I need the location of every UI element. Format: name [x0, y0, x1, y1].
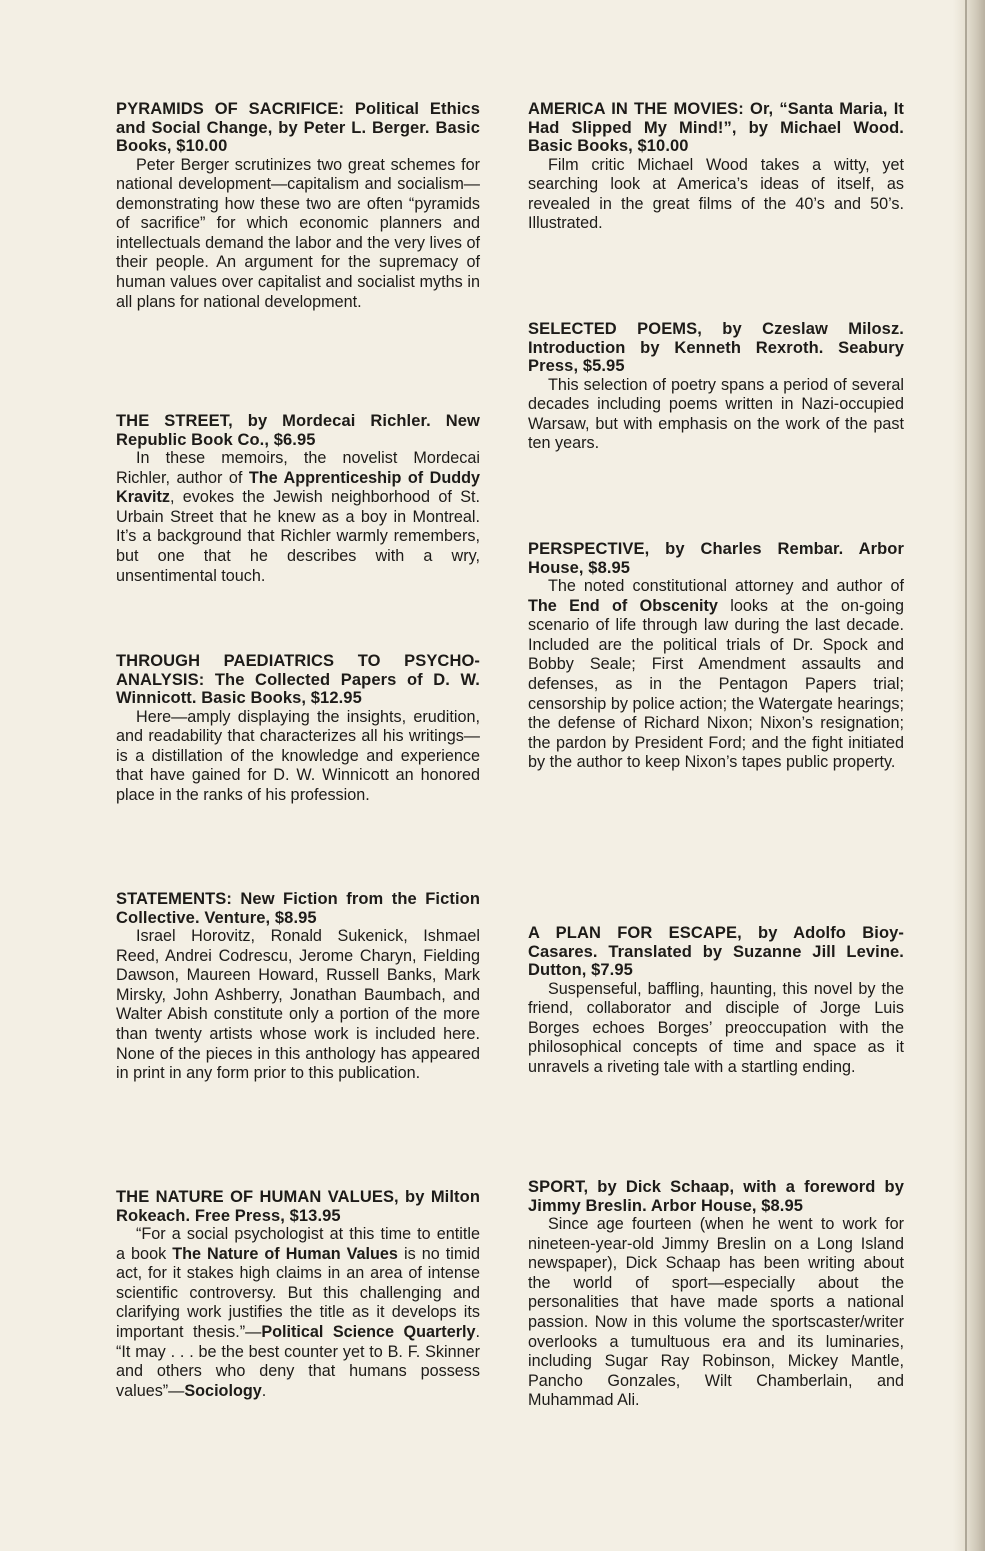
book-entry-a-plan-for-escape [528, 924, 904, 1077]
book-entry-sport [528, 1178, 904, 1411]
description-text: , evokes the Jewish neighborhood of St. Urbain Street that he knew as a boy in Montreal. It’s a background that Richler warmly remembers, but one that he describes with a wry, unsentimental touch. [116, 488, 480, 585]
book-description: Since age fourteen (when he went to work for nineteen-year-old Jimmy Breslin on a Long Island newspaper), Dick Schaap has been writing about the world of sport—especially about the personalities that have made sports a national passion. Now in this volume the sportscaster/writer overlooks a tumultuous era and its luminaries, including Sugar Ray Robinson, Mickey Mantle, Pancho Gonzales, Wilt Chamberlain, and Muhammad Ali. [528, 1215, 904, 1410]
book-title-reference: The End of Obscenity [528, 596, 718, 615]
book-heading: PYRAMIDS OF SACRIFICE: Political Ethics and Social Change, by Peter L. Berger. Basic Books, $10.00 [116, 100, 480, 155]
book-description: Israel Horovitz, Ronald Sukenick, Ishmael Reed, Andrei Codrescu, Jerome Charyn, Fielding Dawson, Maureen Howard, Russell Banks, Mark Mirsky, John Ashberry, Jonathan Baumbach, and Walter Abish constitute only a portion of the more than twenty artists whose work is included here. None of the pieces in this anthology has appeared in print in any form prior to this publication. [116, 927, 480, 1083]
page-edge-shadow [953, 0, 985, 1551]
book-heading: THE NATURE OF HUMAN VALUES, by Milton Rokeach. Free Press, $13.95 [116, 1188, 480, 1225]
description-text: . [261, 1381, 267, 1400]
book-description: Suspenseful, baffling, haunting, this novel by the friend, collaborator and disciple of Jorge Luis Borges echoes Borges’ preoccupation with the philosophical concepts of time and space as it unravels a riveting tale with a startling ending. [528, 979, 904, 1076]
description-text: . “It may . . . be the best counter yet to B. F. Skinner and others who deny that humans possess values”— [116, 1322, 480, 1400]
description-text: The noted constitutional attorney and author of [548, 577, 904, 595]
book-description: Here—amply displaying the insights, erudition, and readability that characterizes all his writings—is a distillation of the knowledge and experience that have gained for D. W. Winnicott an honored place in the ranks of his profession. [116, 707, 480, 804]
description-text: In these memoirs, the novelist Mordecai Richler, author of [116, 449, 480, 487]
book-entry-america-in-the-movies [528, 100, 904, 234]
source-reference: Sociology [184, 1381, 262, 1400]
source-reference: Political Science Quarterly [261, 1322, 476, 1341]
description-text: looks at the on-going scenario of life through law during the last decade. Included are the political trials of Dr. Spock and Bobby Seale; First Amendment assaults and defenses, as in the Pentagon Papers trial; censorship by police action; the Watergate hearings; the defense of Richard Nixon; Nixon’s resignation; the pardon by President Ford; and the fight initiated by the author to keep Nixon’s tapes public property. [528, 596, 904, 772]
book-description: This selection of poetry spans a period of several decades including poems written in Nazi-occupied Warsaw, but with emphasis on the work of the past ten years. [528, 375, 904, 453]
book-heading: THE STREET, by Mordecai Richler. New Republic Book Co., $6.95 [116, 412, 480, 449]
description-text: is no timid act, for it stakes high claims in an area of intense scientific controversy. But this challenging and clarifying work justifies the title as it develops its important thesis.”— [116, 1244, 480, 1341]
book-heading: SELECTED POEMS, by Czeslaw Milosz. Introduction by Kenneth Rexroth. Seabury Press, $5.95 [528, 320, 904, 375]
book-description [528, 577, 904, 773]
book-title-reference: The Apprenticeship of Duddy Kravitz [116, 468, 480, 507]
book-heading: SPORT, by Dick Schaap, with a foreword by Jimmy Breslin. Arbor House, $8.95 [528, 1178, 904, 1215]
book-heading: PERSPECTIVE, by Charles Rembar. Arbor House, $8.95 [528, 540, 904, 577]
book-heading: A PLAN FOR ESCAPE, by Adolfo Bioy-Casares. Translated by Suzanne Jill Levine. Dutton, $7.95 [528, 924, 904, 979]
book-description: Peter Berger scrutinizes two great schemes for national development—capitalism and socialism—demonstrating how these two are often “pyramids of sacrifice” for which economic planners and intellectuals demand the labor and the very lives of their people. An argument for the supremacy of human values over capitalist and socialist myths in all plans for national development. [116, 155, 480, 311]
book-heading: THROUGH PAEDIATRICS TO PSYCHO-ANALYSIS: The Collected Papers of D. W. Winnicott. Basic Books, $12.95 [116, 652, 480, 707]
description-text: “For a social psychologist at this time to entitle a book [116, 1225, 480, 1263]
book-title-reference: The Nature of Human Values [172, 1244, 398, 1263]
book-entry-perspective [528, 540, 904, 773]
book-heading: STATEMENTS: New Fiction from the Fiction Collective. Venture, $8.95 [116, 890, 480, 927]
book-entry-pyramids-of-sacrifice [116, 100, 480, 312]
book-entry-selected-poems [528, 320, 904, 454]
book-heading: AMERICA IN THE MOVIES: Or, “Santa Maria, It Had Slipped My Mind!”, by Michael Wood. Basic Books, $10.00 [528, 100, 904, 155]
book-entry-through-paediatrics [116, 652, 480, 805]
book-description: Film critic Michael Wood takes a witty, yet searching look at America’s ideas of itself, as revealed in the great films of the 40’s and 50’s. Illustrated. [528, 155, 904, 233]
book-entry-the-street [116, 412, 480, 586]
book-entry-nature-of-human-values [116, 1188, 480, 1401]
book-entry-statements [116, 890, 480, 1084]
book-description [116, 1225, 480, 1401]
book-description [116, 449, 480, 586]
page-edge-line [965, 0, 967, 1551]
